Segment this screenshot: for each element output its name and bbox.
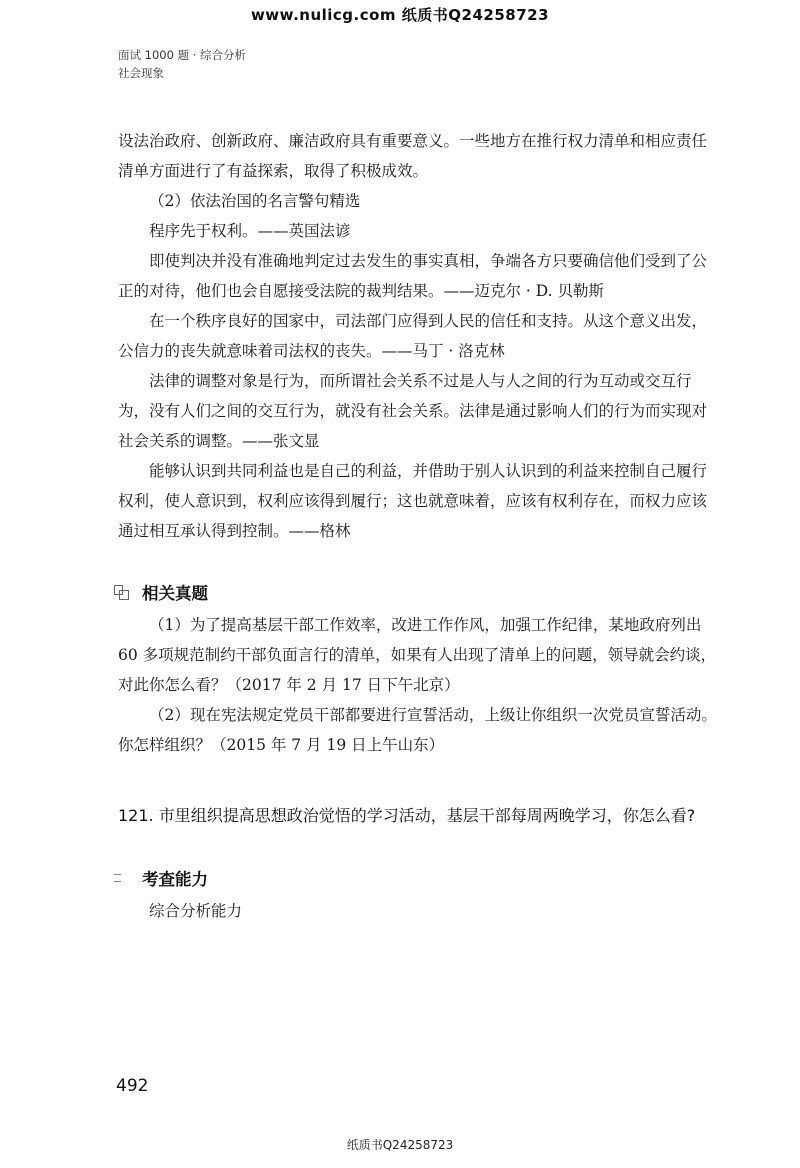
running-head-chapter: 社会现象 <box>118 66 164 80</box>
running-head <box>118 46 246 82</box>
running-head-book-title: 面试 1000 题 · 综合分析 <box>118 48 247 62</box>
page-number: 492 <box>116 1076 149 1096</box>
related-question-item: （2）现在宪法规定党员干部都要进行宣誓活动，上级让你组织一次党员宣誓活动。你怎样组织？（2015 年 7 月 19 日上午山东） <box>118 706 717 754</box>
related-question-item: （1）为了提高基层干部工作效率，改进工作作风，加强工作纪律，某地政府列出 60 多项规范制约干部负面言行的清单，如果有人出现了清单上的问题，领导就会约谈，对此你怎么看？（2017 年 2 月 17 日下午北京） <box>118 616 717 694</box>
page-content <box>118 126 718 926</box>
subsection-heading-quotes: （2）依法治国的名言警句精选 <box>149 192 361 210</box>
quote-paragraph: 程序先于权利。——英国法谚 <box>149 222 351 240</box>
watermark-top: www.nulicg.com 纸质书Q24258723 <box>250 6 550 24</box>
quote-paragraph: 法律的调整对象是行为，而所谓社会关系不过是人与人之间的行为互动或交互行为，没有人们之间的交互行为，就没有社会关系。法律是通过影响人们的行为而实现对社会关系的调整。——张文显 <box>118 372 708 450</box>
quote-paragraph: 即使判决并没有准确地判定过去发生的事实真相，争端各方只要确信他们受到了公正的对待，他们也会自愿接受法院的裁判结果。——迈克尔 · D. 贝勒斯 <box>118 252 708 300</box>
continuation-paragraph: 设法治政府、创新政府、廉洁政府具有重要意义。一些地方在推行权力清单和相应责任清单方面进行了有益探索，取得了积极成效。 <box>118 132 708 180</box>
quote-paragraph: 在一个秩序良好的国家中，司法部门应得到人民的信任和支持。从这个意义出发，公信力的丧失就意味着司法权的丧失。——马丁 · 洛克林 <box>118 312 708 360</box>
section-marker-icon <box>114 871 130 885</box>
ability-heading <box>114 866 718 890</box>
watermark-bottom: 纸质书Q24258723 <box>346 1138 454 1152</box>
quote-paragraph: 能够认识到共同利益也是自己的利益，并借助于别人认识到的利益来控制自己履行权利，使人意识到，权利应该得到履行；这也就意味着，应该有权利存在，而权力应该通过相互承认得到控制。——格林 <box>118 462 708 540</box>
question-121: 121. 市里组织提高思想政治觉悟的学习活动，基层干部每周两晚学习，你怎么看? <box>118 806 696 825</box>
document-icon <box>114 585 130 599</box>
related-questions-title: 相关真题 <box>142 584 208 603</box>
ability-title: 考查能力 <box>142 870 208 889</box>
related-questions-heading <box>114 580 718 604</box>
ability-content: 综合分析能力 <box>149 902 243 920</box>
